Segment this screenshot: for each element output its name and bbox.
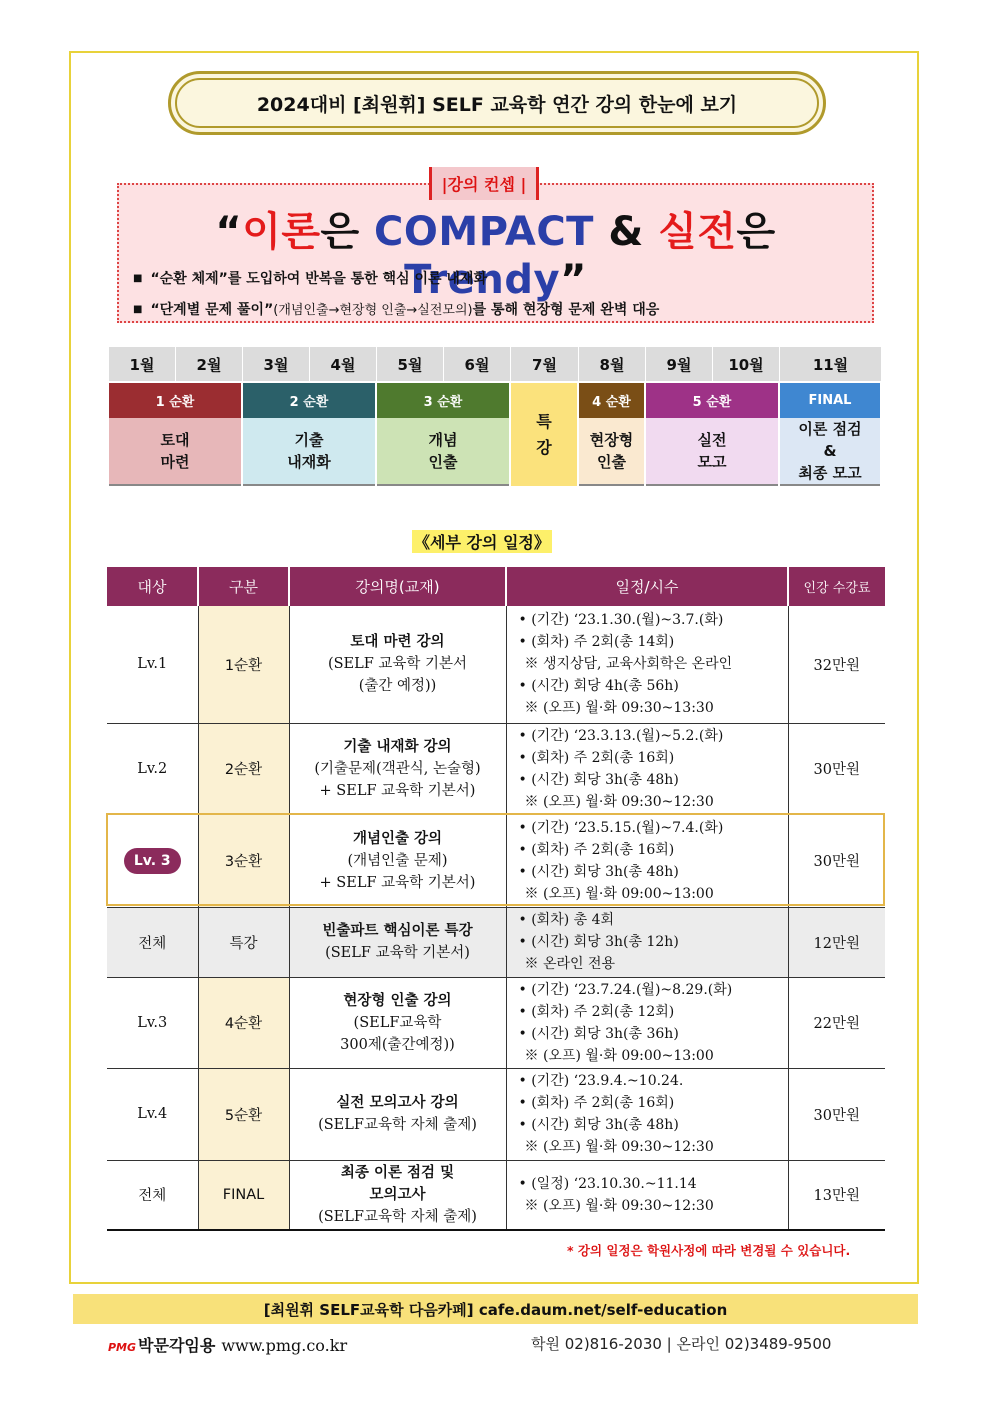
schedule-line: ※ 온라인 전용 [524, 956, 616, 972]
course-textbook: (SELF교육학 자체 출제) [318, 1208, 477, 1225]
cell-schedule [506, 723, 788, 814]
month-header: 4월 [310, 347, 377, 381]
schedule-line: ※ (오프) 월·화 09:00~13:00 [524, 1047, 714, 1064]
special-lecture-cell [511, 383, 577, 486]
schedule-line: • (회차) 총 4회 [518, 912, 615, 928]
slogan-compact: COMPACT [374, 209, 594, 255]
square-bullet-icon: ■ [133, 304, 143, 315]
slogan-amp: & [593, 209, 659, 255]
schedule-line: ※ (오프) 월·화 09:00~13:00 [524, 885, 714, 902]
header-target: 대상 [107, 567, 198, 606]
cell-fee: 30만원 [788, 814, 885, 907]
cell-cycle: 특강 [198, 907, 289, 977]
cell-fee: 30만원 [788, 1068, 885, 1160]
cycle-description [579, 418, 644, 486]
schedule-line: • (회차) 주 2회(총 16회) [518, 841, 675, 858]
cycle-desc-line: 개념 [428, 431, 458, 449]
cell-cycle: 2순환 [198, 723, 289, 814]
footer-publisher [108, 1333, 347, 1356]
cell-course-name [289, 1068, 506, 1160]
schedule-line: ※ (오프) 월·화 09:30~12:30 [524, 793, 714, 810]
cell-level: Lv.1 [107, 606, 198, 723]
cycle-label: 4 순환 [579, 383, 644, 418]
course-title: 개념인출 강의 [352, 829, 443, 847]
slogan-quote-open: “ [215, 209, 243, 255]
month-header: 8월 [579, 347, 646, 381]
schedule-line: • (시간) 회당 3h(총 48h) [518, 863, 679, 880]
course-textbook: (SELF교육학 자체 출제) [318, 1117, 477, 1133]
cell-cycle: 5순환 [198, 1068, 289, 1160]
schedule-line: • (기간) ‘23.5.15.(월)~7.4.(화) [518, 819, 724, 836]
month-header: 7월 [511, 347, 579, 381]
cell-schedule [506, 977, 788, 1068]
cell-fee: 30만원 [788, 723, 885, 814]
course-title: 실전 모의고사 강의 [336, 1094, 459, 1111]
schedule-line: • (회차) 주 2회(총 14회) [518, 634, 675, 651]
square-bullet-icon: ■ [133, 273, 143, 284]
course-textbook: (SELF 교육학 기본서) [325, 945, 470, 961]
month-header: 6월 [444, 347, 511, 381]
table-row [107, 1068, 885, 1160]
schedule-line: • (기간) ‘23.9.4.~10.24. [518, 1073, 684, 1089]
cycle-desc-line: 특 [536, 411, 552, 431]
cycle-description [243, 418, 375, 486]
cell-level: Lv.3 [107, 977, 198, 1068]
schedule-line: • (회차) 주 2회(총 12회) [518, 1003, 675, 1020]
cell-cycle: 1순환 [198, 606, 289, 723]
schedule-line: • (시간) 회당 3h(총 48h) [518, 771, 679, 788]
cycle-label: FINAL [780, 383, 880, 418]
cell-level: Lv.4 [107, 1068, 198, 1160]
page-title: 2024대비 [최원휘] SELF 교육학 연간 강의 한눈에 보기 [175, 78, 819, 128]
course-textbook: (기출문제(객관식, 논술형) [314, 760, 481, 777]
header-fee: 인강 수강료 [788, 567, 885, 606]
course-textbook: + SELF 교육학 기본서) [319, 782, 476, 799]
table-row [107, 907, 885, 977]
month-header: 1월 [109, 347, 176, 381]
cycle-label: 2 순환 [243, 383, 375, 418]
cell-fee: 32만원 [788, 606, 885, 723]
cell-cycle: FINAL [198, 1160, 289, 1230]
schedule-line: • (시간) 회당 3h(총 12h) [518, 934, 679, 950]
cycle-desc-line: 기출 [294, 431, 324, 449]
table-row [107, 977, 885, 1068]
cell-level: 전체 [107, 907, 198, 977]
course-textbook: 300제(출간예정)) [340, 1036, 455, 1053]
slogan-particle: 은 [320, 209, 375, 255]
publisher-name: 박문각임용 [138, 1336, 216, 1355]
cell-fee: 13만원 [788, 1160, 885, 1230]
table-header-row [107, 567, 885, 606]
course-title: 현장형 인출 강의 [343, 991, 452, 1009]
header-schedule: 일정/시수 [506, 567, 788, 606]
concept-tag: |강의 컨셉 | [429, 167, 539, 200]
title-banner [168, 71, 826, 135]
month-header: 9월 [646, 347, 713, 381]
course-textbook: + SELF 교육학 기본서) [319, 874, 476, 891]
cycle-desc-line: & [823, 442, 837, 460]
course-title: 토대 마련 강의 [350, 633, 445, 651]
cycle-desc-line: 모고 [697, 453, 727, 471]
table-row [107, 606, 885, 723]
cell-level: Lv.2 [107, 723, 198, 814]
cell-course-name [289, 723, 506, 814]
course-textbook: (SELF교육학 [353, 1014, 442, 1031]
slogan-trendy: Trendy [404, 257, 561, 303]
table-row [107, 814, 885, 907]
cell-fee: 12만원 [788, 907, 885, 977]
cycle-desc-line: 내재화 [287, 453, 331, 471]
schedule-table [107, 567, 885, 1231]
schedule-line: ※ 생지상담, 교육사회학은 온라인 [524, 656, 733, 673]
cell-cycle: 3순환 [198, 814, 289, 907]
level-badge: Lv. 3 [124, 848, 181, 874]
cell-schedule [506, 1068, 788, 1160]
slogan-practice: 실전 [658, 209, 737, 255]
cycle-desc-line: 이론 점검 [798, 420, 862, 438]
pmg-logo: PMG [108, 1341, 137, 1354]
month-header: 10월 [713, 347, 780, 381]
cycle-desc-line: 실전 [697, 431, 727, 449]
slogan-quote-close: ” [560, 257, 587, 303]
course-textbook: (개념인출 문제) [347, 852, 448, 869]
cell-schedule [506, 606, 788, 723]
header-course: 강의명(교재) [289, 567, 506, 606]
table-row [107, 723, 885, 814]
schedule-line: • (기간) ‘23.7.24.(월)~8.29.(화) [518, 981, 733, 998]
cycle-label: 1 순환 [109, 383, 241, 418]
cycle-desc-line: 강 [536, 437, 552, 457]
header-category: 구분 [198, 567, 289, 606]
slogan-theory: 이론 [242, 209, 321, 255]
footer-contact: 학원 02)816-2030 | 온라인 02)3489-9500 [531, 1335, 832, 1353]
cycle-label: 3 순환 [377, 383, 509, 418]
course-title: 최종 이론 점검 및 [340, 1163, 455, 1181]
cell-cycle: 4순환 [198, 977, 289, 1068]
cell-schedule [506, 814, 788, 907]
course-textbook: (출간 예정)) [358, 678, 437, 695]
course-textbook: (SELF 교육학 기본서 [327, 656, 468, 673]
cycle-desc-line: 인출 [597, 453, 626, 471]
month-header: 3월 [243, 347, 310, 381]
cycle-label: 5 순환 [646, 383, 778, 418]
cycle-desc-line: 현장형 [589, 431, 634, 449]
schedule-line: ※ (오프) 월·화 09:30~13:30 [524, 700, 714, 717]
slogan-particle: 은 [736, 209, 776, 255]
cycle-desc-line: 최종 모고 [798, 464, 862, 482]
cell-course-name [289, 1160, 506, 1230]
detail-schedule-title: 《세부 강의 일정》 [412, 530, 552, 553]
month-header: 5월 [377, 347, 444, 381]
schedule-line: ※ (오프) 월·화 09:30~12:30 [524, 1139, 714, 1155]
cell-course-name [289, 907, 506, 977]
cycle-description [377, 418, 509, 486]
course-title: 기출 내재화 강의 [343, 737, 452, 755]
schedule-line: • (시간) 회당 4h(총 56h) [518, 678, 679, 695]
cycle-description [109, 418, 241, 486]
cell-level: 전체 [107, 1160, 198, 1230]
cycle-description [646, 418, 778, 486]
schedule-line: ※ (오프) 월·화 09:30~12:30 [524, 1197, 714, 1214]
schedule-line: • (일정) ‘23.10.30.~11.14 [518, 1175, 697, 1192]
schedule-line: • (기간) ‘23.3.13.(월)~5.2.(화) [518, 727, 724, 744]
schedule-line: • (회차) 주 2회(총 16회) [518, 749, 675, 766]
cycle-description [780, 418, 880, 486]
cell-level [107, 814, 198, 907]
cell-schedule [506, 1160, 788, 1230]
cafe-banner[interactable]: [최원휘 SELF교육학 다음카페] cafe.daum.net/self-education [73, 1294, 918, 1324]
schedule-note: * 강의 일정은 학원사정에 따라 변경될 수 있습니다. [567, 1243, 851, 1258]
schedule-line: • (시간) 회당 3h(총 48h) [518, 1117, 679, 1133]
concept-bullet: ■ “순환 체제”를 도입하여 반복을 통한 핵심 이론 내재화 [133, 271, 487, 287]
cycle-desc-line: 인출 [428, 453, 458, 471]
schedule-line: • (시간) 회당 3h(총 36h) [518, 1025, 679, 1042]
course-textbook: 모의고사 [369, 1185, 426, 1203]
cell-fee: 22만원 [788, 977, 885, 1068]
cell-course-name [289, 814, 506, 907]
cell-course-name [289, 977, 506, 1068]
month-header: 11월 [780, 347, 882, 381]
schedule-line: • (기간) ‘23.1.30.(월)~3.7.(화) [518, 612, 724, 629]
course-title: 빈출파트 핵심이론 특강 [322, 922, 473, 939]
schedule-line: • (회차) 주 2회(총 16회) [518, 1095, 675, 1111]
cell-course-name [289, 606, 506, 723]
month-header: 2월 [176, 347, 243, 381]
cell-schedule [506, 907, 788, 977]
cycle-desc-line: 마련 [160, 453, 190, 471]
cycle-desc-line: 토대 [160, 431, 190, 449]
table-row [107, 1160, 885, 1230]
publisher-site-link[interactable]: www.pmg.co.kr [221, 1336, 348, 1355]
concept-bullet: ■ “단계별 문제 풀이”(개념인출→현장형 인출→실전모의)를 통해 현장형 문제 완벽 대응 [133, 302, 660, 318]
